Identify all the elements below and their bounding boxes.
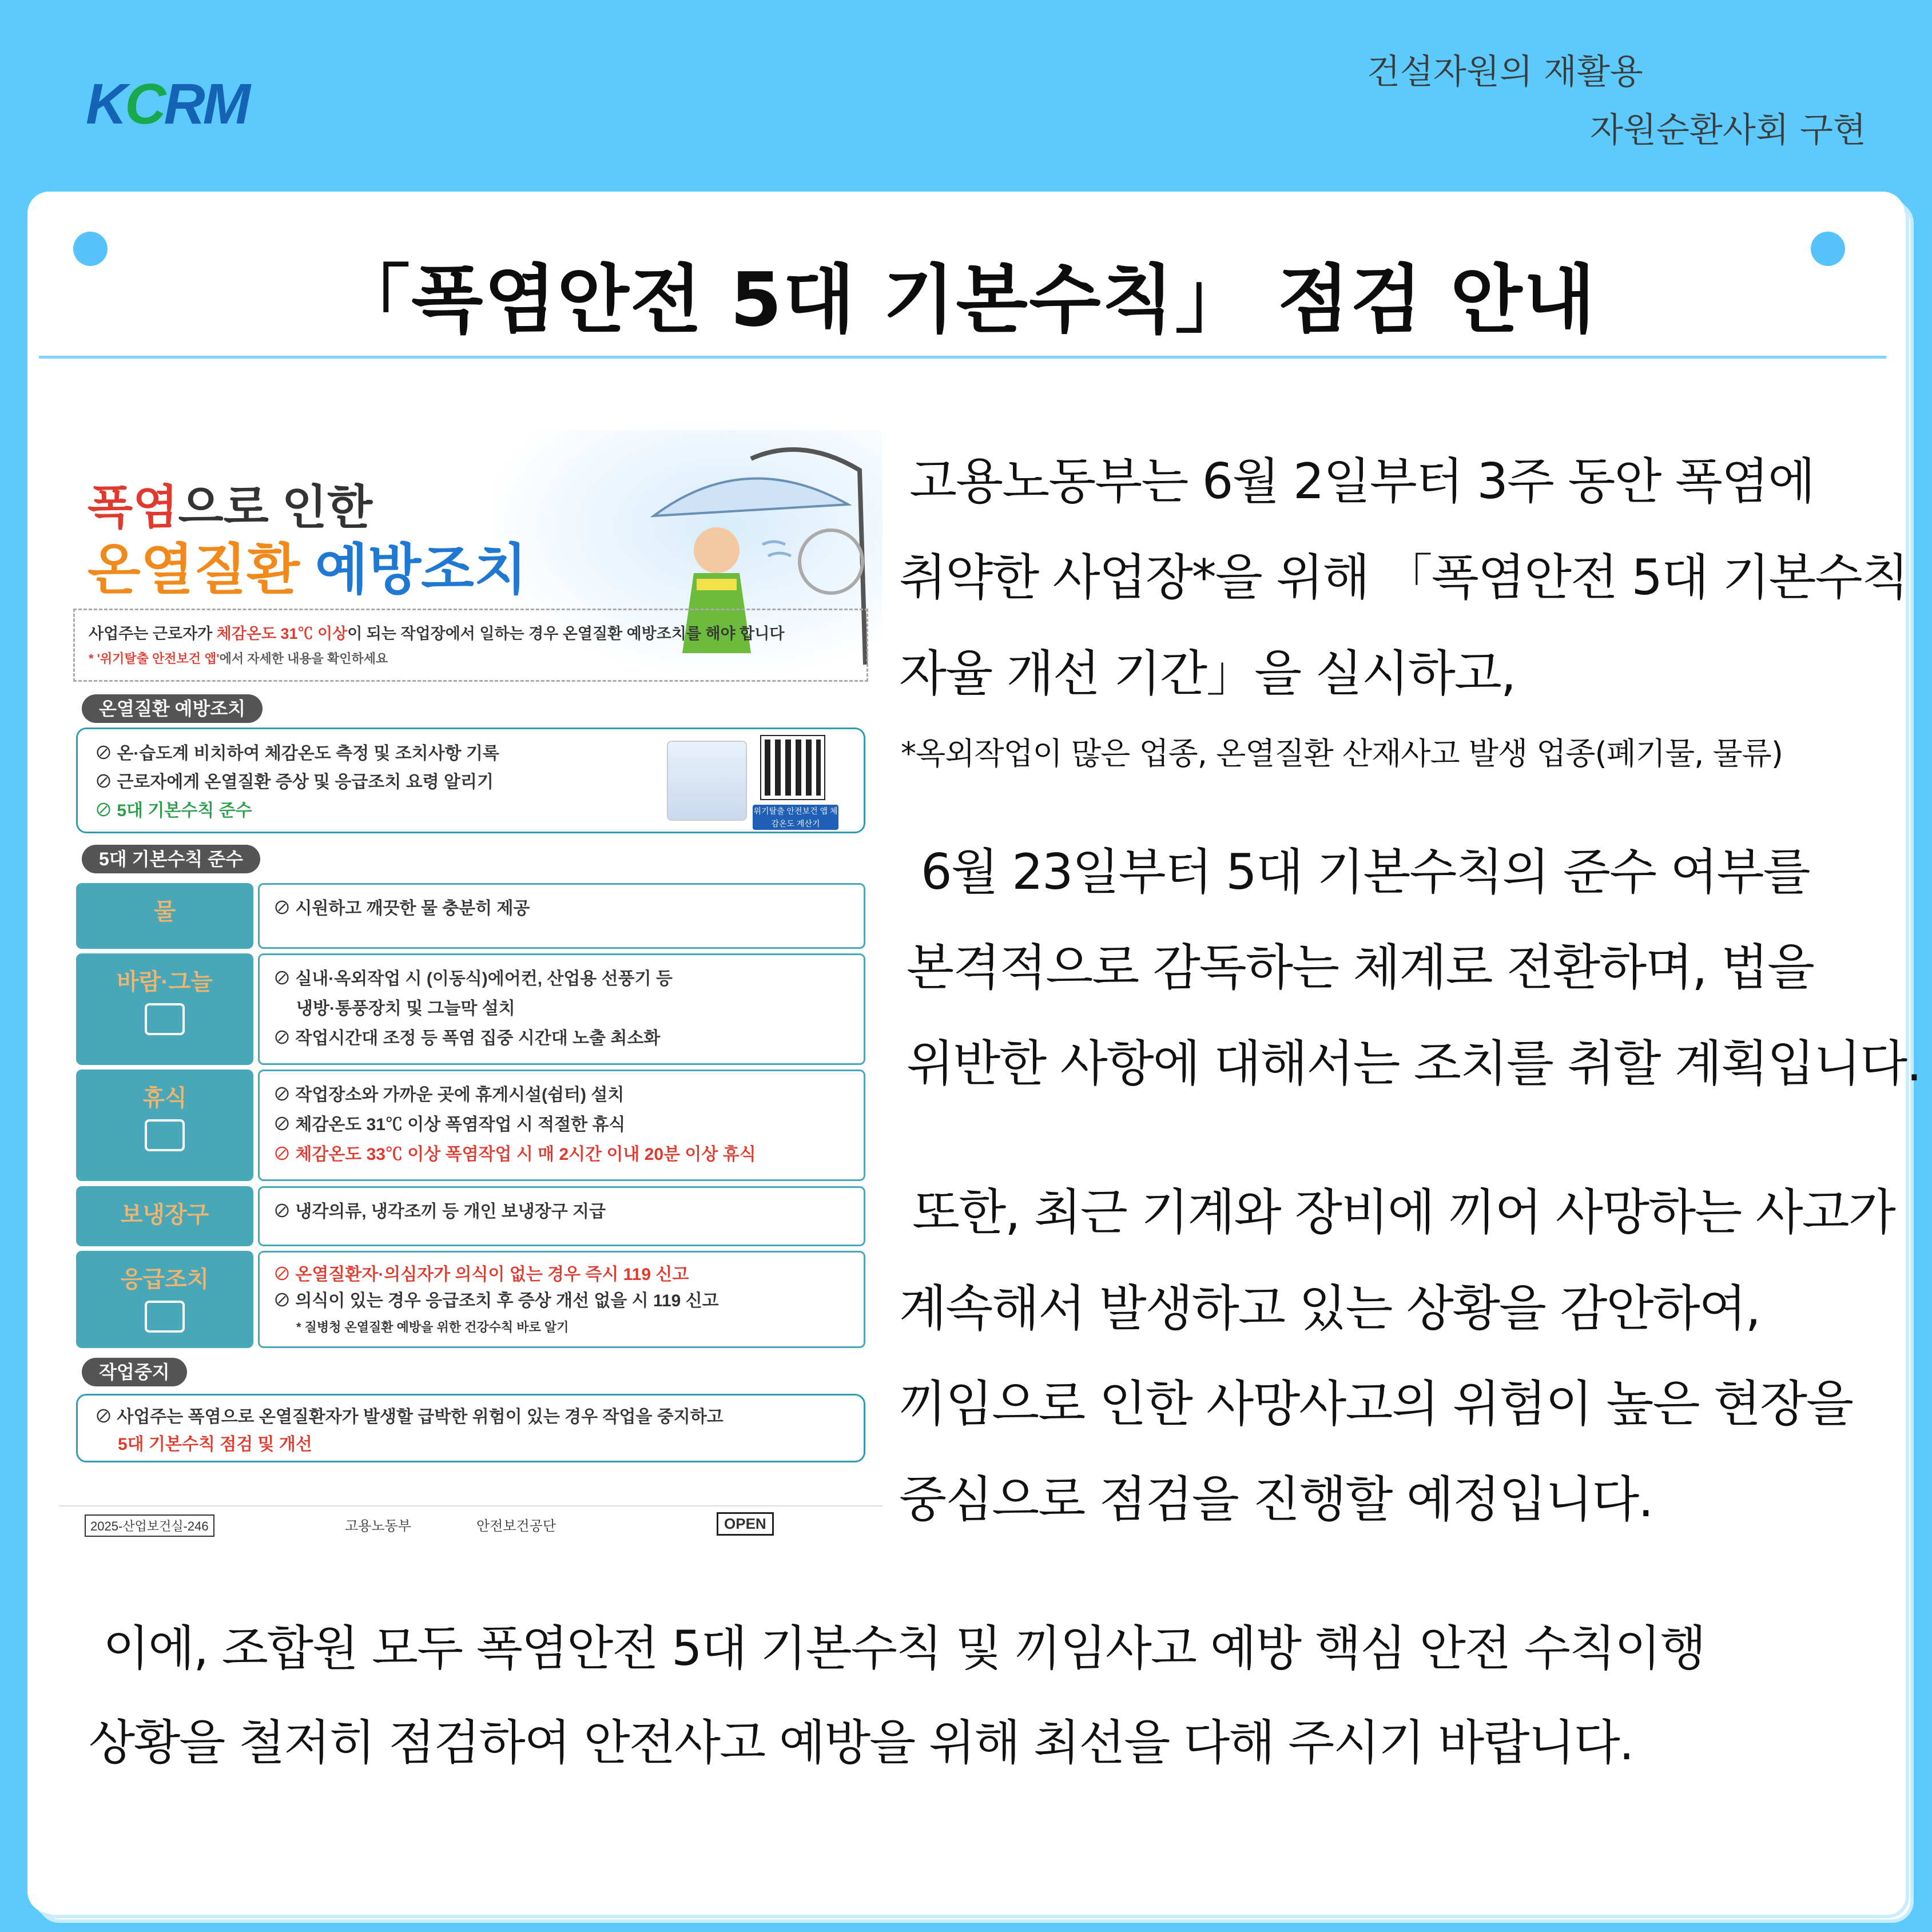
rule-line: 냉방·통풍장치 및 그늘막 설치 [296,999,515,1018]
rule-rest [76,1070,865,1181]
rule-line: ⊘ 작업시간대 조정 등 폭염 집중 시간대 노출 최소화 [273,1029,661,1048]
slogan-line1: 건설자원의 재활용 [1367,52,1643,92]
rule-line: ⊘ 온열질환자·의심자가 의식이 없는 경우 즉시 119 신고 [273,1265,689,1284]
prevention-item: ⊘ 5대 기본수칙 준수 [95,801,252,820]
prevention-list [95,740,499,825]
footnote: *옥외작업이 많은 업종, 온열질환 산재사고 발생 업종(폐기물, 물류) [901,736,1783,772]
prevention-item: ⊘ 온·습도계 비치하여 체감온도 측정 및 조치사항 기록 [95,744,499,763]
rule-line: ⊘ 체감온도 33℃ 이상 폭염작업 시 매 2시간 이내 20분 이상 휴식 [273,1145,756,1164]
text-line: 끼임으로 인한 사망사고의 위험이 높은 현장을 [899,1376,1853,1433]
rule-body [258,1251,865,1348]
text-line: 계속해서 발생하고 있는 상황을 감안하여, [899,1280,1760,1337]
kosha-logo: 안전보건공단 [476,1518,556,1534]
rule-tag: 바람·그늘 [76,953,253,1065]
rule-wind-shade [76,953,865,1065]
stop-work-line: 5대 기본수칙 점검 및 개선 [118,1435,312,1454]
ambulance-icon [145,1301,185,1333]
section-rules-label: 5대 기본수칙 준수 [82,845,260,873]
section-prevention-box [76,728,865,833]
rule-tag: 응급조치 [76,1251,253,1348]
poster-notice: 사업주는 근로자가 체감온도 31℃ 이상이 되는 작업장에서 일하는 경우 온열질환 예방조치를 해야 합니다 * '위기탈출 안전보건 앱'에서 자세한 내용을 확인하세요 [73,609,868,682]
qr-caption: 위기탈출 안전보건 앱 체감온도 계산기 [753,805,838,830]
section-stop-work-label: 작업중지 [82,1358,187,1386]
rule-tag: 물 [76,883,253,949]
text-line: 상황을 철저히 점검하여 안전사고 예방을 위해 최선을 다해 주시기 바랍니다. [89,1715,1633,1771]
prevention-item: ⊘ 근로자에게 온열질환 증상 및 응급조치 요령 알리기 [95,773,494,792]
slogan-line2: 자원순환사회 구현 [1590,110,1866,150]
section-prevention-label: 온열질환 예방조치 [82,694,263,723]
text-line: 본격적으로 감독하는 체계로 전환하며, 법을 [907,939,1814,996]
poster-code: 2025-산업보건실-246 [85,1514,214,1537]
poster-heading1: 폭염으로 인한 [88,482,373,534]
rule-water [76,883,865,949]
text-line: 6월 23일부터 5대 기본수칙의 준수 여부를 [921,844,1810,901]
text-line: 또한, 최근 기계와 장비에 끼어 사망하는 사고가 [912,1184,1895,1241]
aircon-icon [145,1003,185,1035]
rule-tag: 휴식 [76,1070,253,1181]
open-license-badge: OPEN [717,1512,774,1536]
page-title: 「폭염안전 5대 기본수칙」 점검 안내 [335,256,1597,343]
kcrm-logo: KCRM [86,72,248,136]
rule-line: ⊘ 의식이 있는 경우 응급조치 후 증상 개선 없을 시 119 신고 [273,1291,719,1310]
text-line: 이에, 조합원 모두 폭염안전 5대 기본수칙 및 끼임사고 예방 핵심 안전 수칙이행 [103,1620,1706,1676]
rule-line: ⊘ 시원하고 깨끗한 물 충분히 제공 [273,899,530,918]
section-stop-work-box [76,1394,865,1462]
rule-line: ⊘ 냉각의류, 냉각조끼 등 개인 보냉장구 지급 [273,1202,606,1221]
qr-code [761,736,824,799]
text-line: 고용노동부는 6월 2일부터 3주 동안 폭염에 [909,453,1815,510]
rule-body [258,1070,865,1181]
moel-logo: 고용노동부 [345,1518,411,1534]
rule-line: ⊘ 체감온도 31℃ 이상 폭염작업 시 적절한 휴식 [273,1115,626,1134]
rule-line: ⊘ 실내·옥외작업 시 (이동식)에어컨, 산업용 선풍기 등 [273,969,673,988]
text-line: 취약한 사업장*을 위해 「폭염안전 5대 기본수칙 [899,549,1908,606]
rule-line: ⊘ 작업장소와 가까운 곳에 휴게시설(쉼터) 설치 [273,1086,625,1104]
rule-body [258,1186,865,1246]
title-divider [39,356,1886,359]
rule-cooling-gear [76,1186,865,1246]
rule-first-aid [76,1251,865,1348]
poster-footer [59,1505,882,1545]
stop-work-line: ⊘ 사업주는 폭염으로 온열질환자가 발생할 급박한 위험이 있는 경우 작업을 중지하고 [95,1408,723,1426]
rule-body [258,953,865,1065]
text-line: 위반한 사항에 대해서는 조치를 취할 계획입니다. [907,1035,1921,1092]
thermometer-worker-illustration [667,741,747,821]
rule-body [258,883,865,949]
rule-tag: 보냉장구 [76,1186,253,1246]
resting-person-icon [145,1119,185,1151]
text-line: 중심으로 점검을 진행할 예정입니다. [899,1471,1653,1528]
heat-safety-poster [59,430,882,1545]
poster-heading2: 온열질환 예방조치 [88,539,527,601]
rule-line: * 질병청 온열질환 예방을 위한 건강수칙 바로 알기 [296,1320,569,1334]
text-line: 자율 개선 기간」을 실시하고, [899,645,1516,702]
